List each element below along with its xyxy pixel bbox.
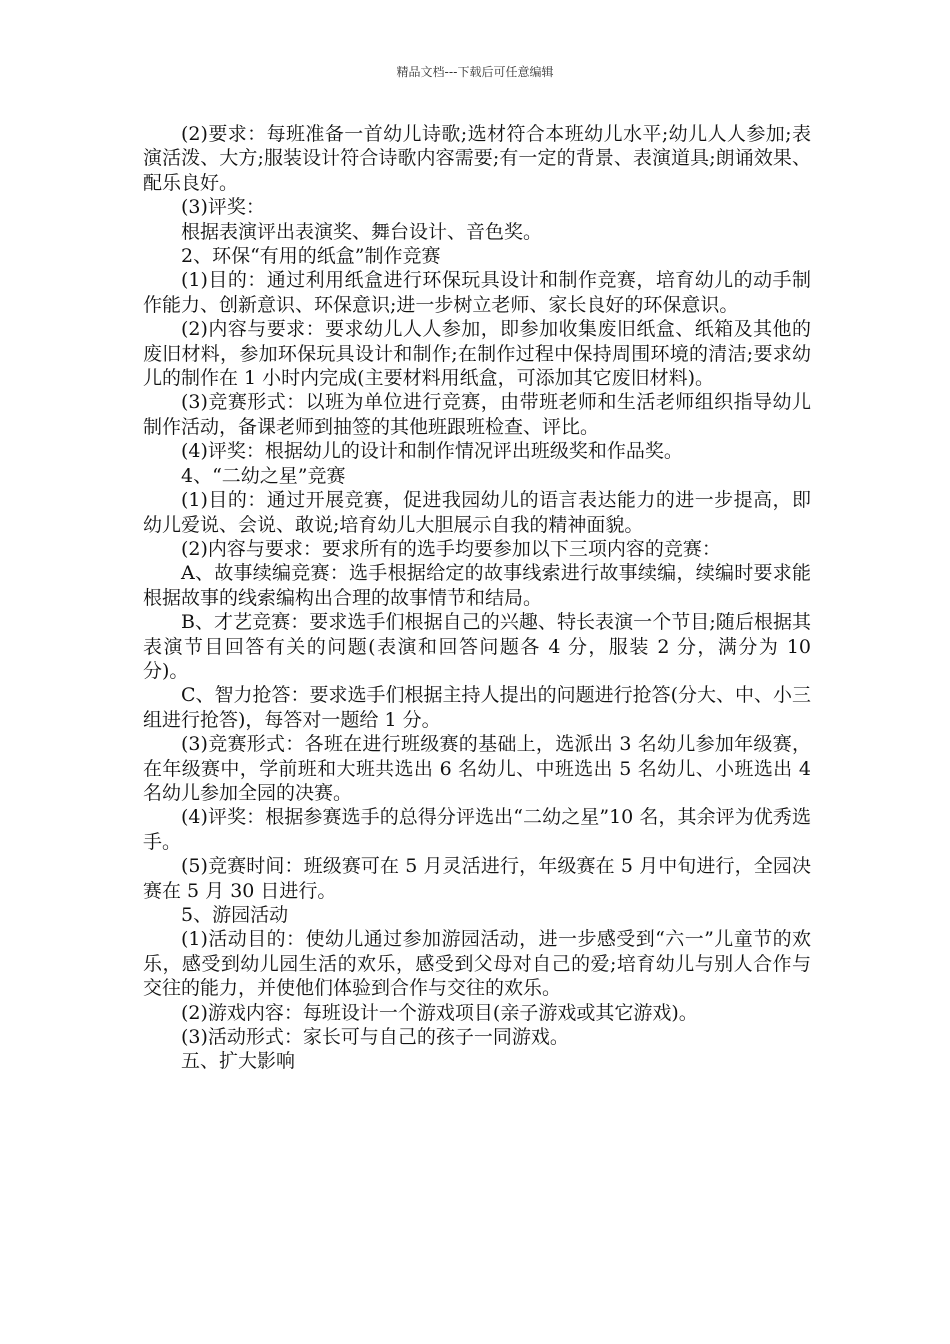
document-body — [143, 122, 811, 1074]
paragraph: (2)内容与要求：要求所有的选手均要参加以下三项内容的竞赛： — [181, 537, 721, 560]
section-heading: 2、环保“有用的纸盒”制作竞赛 — [181, 245, 441, 268]
paragraph: B、才艺竞赛：要求选手们根据自己的兴趣、特长表演一个节目;随后根据其表演节目回答有关的问题(表演和回答问题各 4 分，服装 2 分，满分为 10 分)。 — [143, 611, 811, 682]
section-heading: 5、游园活动 — [181, 904, 289, 926]
paragraph: (2)内容与要求：要求幼儿人人参加，即参加收集废旧纸盒、纸箱及其他的废旧材料，参加环保玩具设计和制作;在制作过程中保持周围环境的清洁;要求幼儿的制作在 1 小时内完成(主要材料用纸盒，可添加其它废旧材料)。 — [143, 318, 811, 390]
section-heading: 五、扩大影响 — [181, 1050, 296, 1073]
paragraph: (3)评奖： — [181, 196, 265, 219]
paragraph: A、故事续编竞赛：选手根据给定的故事线索进行故事续编，续编时要求能根据故事的线索编构出合理的故事情节和结局。 — [143, 562, 811, 609]
section-heading: 4、“二幼之星”竞赛 — [181, 464, 346, 487]
paragraph: (3)竞赛形式：以班为单位进行竞赛，由带班老师和生活老师组织指导幼儿制作活动，备课老师到抽签的其他班跟班检查、评比。 — [143, 391, 811, 438]
paragraph: 根据表演评出表演奖、舞台设计、音色奖。 — [181, 220, 543, 243]
page-header: 精品文档---下载后可任意编辑 — [396, 65, 554, 79]
paragraph: (4)评奖：根据参赛选手的总得分评选出“二幼之星”10 名，其余评为优秀选手。 — [143, 806, 811, 853]
paragraph: (5)竞赛时间：班级赛可在 5 月灵活进行，年级赛在 5 月中旬进行，全园决赛在 5 月 30 日进行。 — [143, 855, 811, 902]
paragraph: (3)竞赛形式：各班在进行班级赛的基础上，选派出 3 名幼儿参加年级赛，在年级赛中，学前班和大班共选出 6 名幼儿、中班选出 5 名幼儿、小班选出 4 名幼儿参加全园的决赛。 — [143, 733, 811, 804]
paragraph: (2)要求：每班准备一首幼儿诗歌;选材符合本班幼儿水平;幼儿人人参加;表演活泼、大方;服装设计符合诗歌内容需要;有一定的背景、表演道具;朗诵效果、配乐良好。 — [143, 123, 811, 194]
paragraph: (4)评奖：根据幼儿的设计和制作情况评出班级奖和作品奖。 — [181, 440, 683, 463]
paragraph: C、智力抢答：要求选手们根据主持人提出的问题进行抢答(分大、中、小三组进行抢答)，每答对一题给 1 分。 — [143, 684, 811, 731]
paragraph: (2)游戏内容：每班设计一个游戏项目(亲子游戏或其它游戏)。 — [181, 1001, 698, 1024]
paragraph: (3)活动形式：家长可与自己的孩子一同游戏。 — [181, 1026, 569, 1049]
paragraph: (1)目的：通过开展竞赛，促进我园幼儿的语言表达能力的进一步提高，即幼儿爱说、会说、敢说;培育幼儿大胆展示自我的精神面貌。 — [143, 489, 811, 536]
paragraph: (1)活动目的：使幼儿通过参加游园活动，进一步感受到“六一”儿童节的欢乐，感受到幼儿园生活的欢乐，感受到父母对自己的爱;培育幼儿与别人合作与交往的能力，并使他们体验到合作与交往的欢乐。 — [143, 928, 811, 1000]
paragraph: (1)目的：通过利用纸盒进行环保玩具设计和制作竞赛，培育幼儿的动手制作能力、创新意识、环保意识;进一步树立老师、家长良好的环保意识。 — [143, 269, 811, 316]
